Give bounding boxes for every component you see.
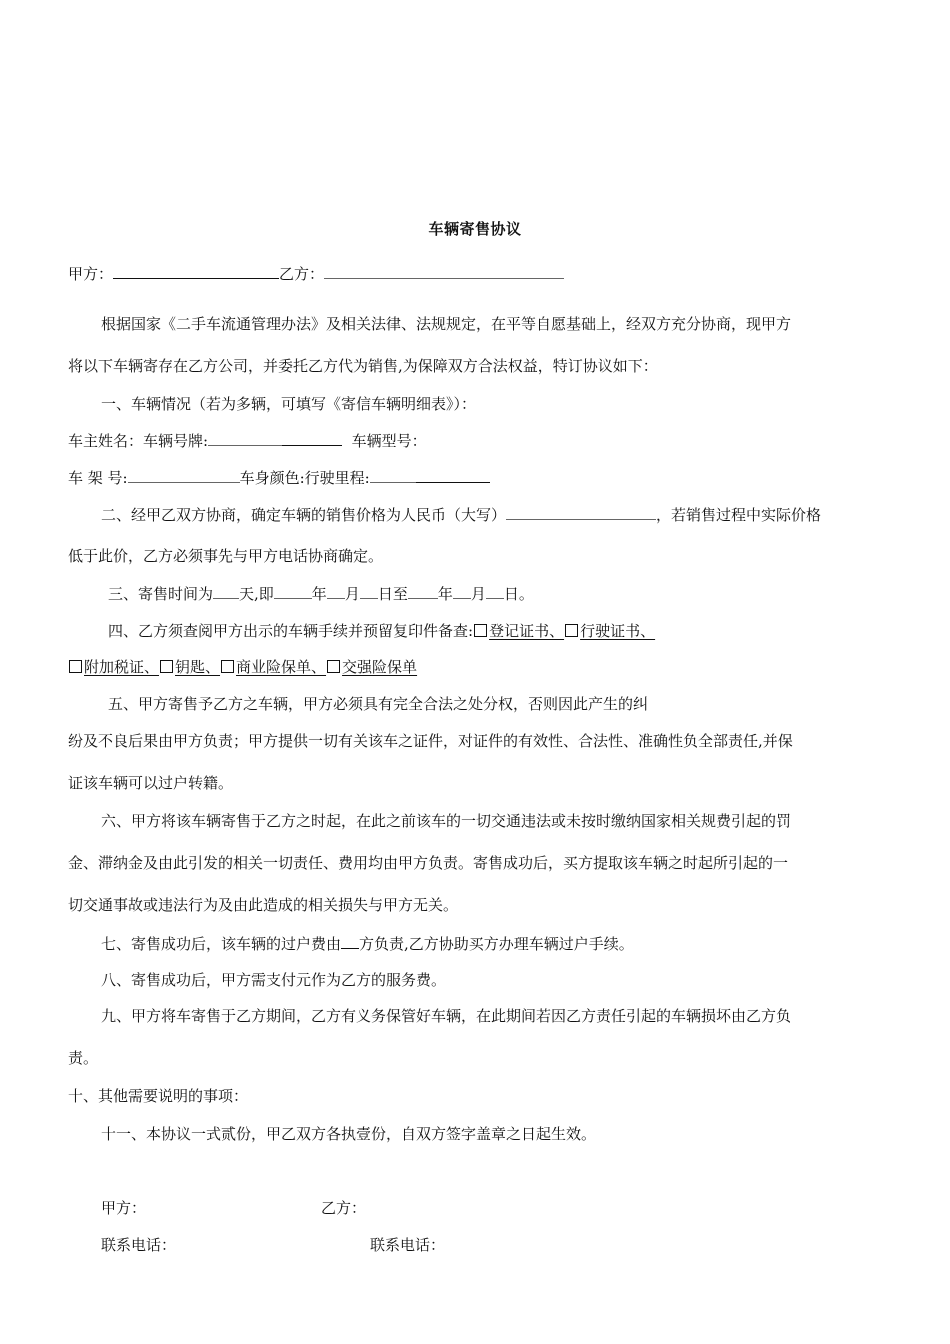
price-blank[interactable] [506, 504, 656, 520]
clause4-text: 四、乙方须查阅甲方出示的车辆手续并预留复印件备查: [108, 622, 474, 640]
clause1-owner-line [68, 430, 427, 451]
frame-blank[interactable] [128, 467, 240, 483]
clause8-line: 八、寄售成功后，甲方需支付元作为乙方的服务费。 [101, 971, 447, 989]
doc-registration-cert: 登记证书、 [489, 622, 565, 640]
parties-line [68, 263, 564, 284]
clause3-text-g: 月 [470, 585, 486, 603]
clause9-line-1: 九、甲方将车寄售于乙方期间，乙方有义务保管好车辆，在此期间若因乙方责任引起的车辆损坏由乙方负 [101, 1007, 792, 1025]
phone-party-b: 联系电话： [370, 1236, 446, 1254]
clause11-line: 十一、本协议一式贰份，甲乙双方各执壹份，自双方签字盖章之日起生效。 [101, 1125, 597, 1143]
clause10-line: 十、其他需要说明的事项： [68, 1087, 249, 1105]
transfer-fee-party-blank[interactable] [341, 933, 359, 949]
clause7-text-b: 方负责,乙方协助买方办理车辆过户手续。 [359, 935, 634, 953]
doc-keys: 钥匙、 [175, 658, 221, 676]
doc-tax-cert: 附加税证、 [84, 658, 160, 676]
checkbox[interactable] [474, 624, 487, 637]
clause3-text-e: 日至 [377, 585, 408, 603]
clause6-line-1: 六、甲方将该车辆寄售于乙方之时起，在此之前该车的一切交通违法或未按时缴纳国家相关规费引起的罚 [101, 812, 792, 830]
clause1-heading: 一、车辆情况（若为多辆，可填写《寄信车辆明细表》）： [101, 395, 477, 413]
clause3-text-a: 三、寄售时间为 [108, 585, 214, 603]
mileage-blank-a[interactable] [370, 467, 416, 483]
clause3-text-h: 日。 [503, 585, 534, 603]
signature-party-b: 乙方： [321, 1199, 367, 1217]
clause9-line-2: 责。 [68, 1049, 99, 1067]
party-a-blank[interactable] [113, 263, 279, 279]
owner-label: 车主姓名： [68, 432, 144, 450]
intro-line-2: 将以下车辆寄存在乙方公司，并委托乙方代为销售,为保障双方合法权益，特订协议如下： [68, 357, 658, 375]
start-month-blank[interactable] [327, 583, 345, 599]
checkbox[interactable] [69, 660, 82, 673]
doc-commercial-insurance: 商业险保单、 [236, 658, 327, 676]
clause3-text-d: 月 [344, 585, 360, 603]
color-label: 车身颜色: [239, 469, 305, 487]
end-day-blank[interactable] [486, 583, 504, 599]
checkbox[interactable] [221, 660, 234, 673]
clause7-line [101, 933, 634, 954]
mileage-blank-b[interactable] [416, 467, 490, 483]
checkbox[interactable] [160, 660, 173, 673]
clause3-text-f: 年 [437, 585, 453, 603]
clause4-items-line1 [473, 622, 655, 640]
clause7-text-a: 七、寄售成功后，该车辆的过户费由 [101, 935, 342, 953]
end-month-blank[interactable] [453, 583, 471, 599]
clause5-line-1: 五、甲方寄售予乙方之车辆，甲方必须具有完全合法之处分权，否则因此产生的纠 [108, 695, 649, 713]
plate-blank-a[interactable] [208, 430, 282, 446]
clause3-line [108, 583, 534, 604]
mileage-label: 行驶里程: [304, 469, 370, 487]
phone-party-a: 联系电话： [101, 1236, 177, 1254]
doc-compulsory-insurance: 交强险保单 [342, 658, 418, 676]
plate-blank-b[interactable] [282, 430, 342, 446]
clause4-line-2 [68, 657, 417, 677]
clause2-text-a: 二、经甲乙双方协商，确定车辆的销售价格为人民币（大写） [101, 506, 507, 524]
clause4-items-line2 [68, 658, 417, 676]
clause6-line-3: 切交通事故或违法行为及由此造成的相关损失与甲方无关。 [68, 896, 459, 914]
start-day-blank[interactable] [360, 583, 378, 599]
party-a-label: 甲方： [68, 265, 114, 283]
clause1-frame-line [68, 467, 490, 488]
clause2-text-b: ，若销售过程中实际价格 [656, 506, 822, 524]
frame-label: 车 架 号: [68, 469, 128, 487]
days-blank[interactable] [213, 583, 239, 599]
clause4-line-1 [108, 621, 655, 641]
doc-driving-license: 行驶证书、 [580, 622, 656, 640]
clause5-line-2: 纷及不良后果由甲方负责；甲方提供一切有关该车之证件，对证件的有效性、合法性、准确性负全部责任,并保 [68, 732, 793, 750]
clause6-line-2: 金、滞纳金及由此引发的相关一切责任、费用均由甲方负责。寄售成功后，买方提取该车辆之时起所引起的一 [68, 854, 789, 872]
signature-party-a: 甲方： [101, 1199, 147, 1217]
model-label: 车辆型号： [351, 432, 427, 450]
clause3-text-b: 天,即 [239, 585, 274, 603]
intro-line-1: 根据国家《二手车流通管理办法》及相关法律、法规规定，在平等自愿基础上，经双方充分协商，现甲方 [101, 315, 792, 333]
party-b-label: 乙方： [279, 265, 325, 283]
start-year-blank[interactable] [274, 583, 312, 599]
clause2-line-1 [101, 504, 821, 525]
checkbox[interactable] [565, 624, 578, 637]
clause3-text-c: 年 [311, 585, 327, 603]
party-b-blank[interactable] [324, 263, 564, 279]
document-title: 车辆寄售协议 [428, 220, 522, 238]
plate-label: 车辆号牌: [143, 432, 209, 450]
end-year-blank[interactable] [408, 583, 438, 599]
checkbox[interactable] [327, 660, 340, 673]
clause5-line-3: 证该车辆可以过户转籍。 [68, 774, 234, 792]
clause2-line-2: 低于此价，乙方必须事先与甲方电话协商确定。 [68, 547, 384, 565]
